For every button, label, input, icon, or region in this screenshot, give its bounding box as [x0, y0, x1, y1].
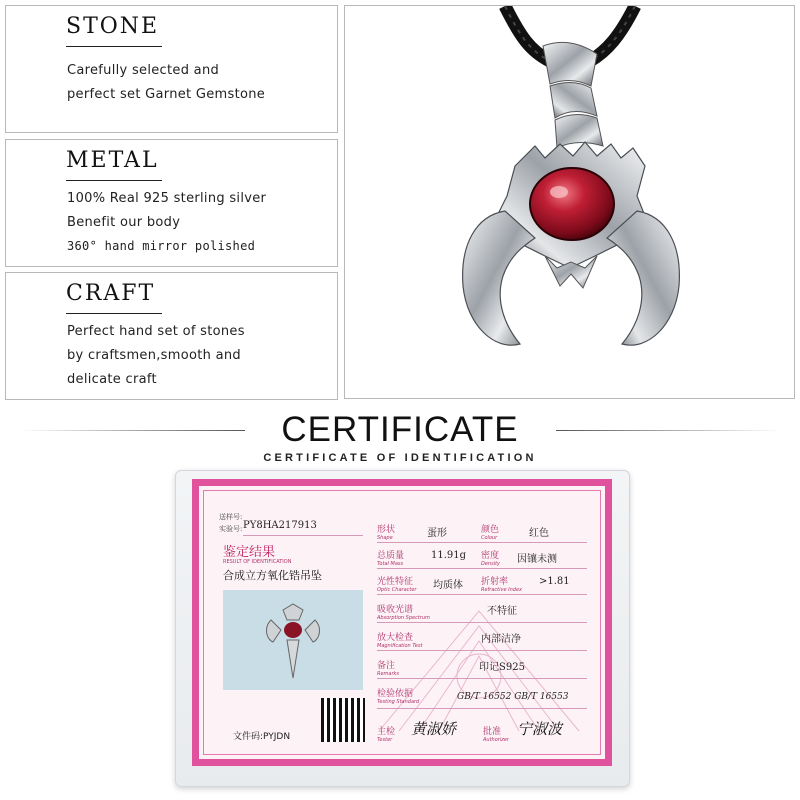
feature-line: Benefit our body [67, 215, 181, 230]
field-density-value: 因镶未测 [517, 554, 557, 565]
feature-line: Carefully selected and [67, 63, 220, 78]
rule [377, 622, 587, 623]
rule [377, 594, 587, 595]
field-standard-value: GB/T 16552 GB/T 16553 [457, 692, 569, 702]
result-title-en: RESULT OF IDENTIFICATION [223, 559, 292, 565]
field-optic-value: 均质体 [433, 580, 463, 591]
field-magnification-value: 内部洁净 [481, 634, 521, 645]
field-colour-value: 红色 [529, 528, 549, 539]
field-standard-label: 检验依据 Testing Standard [377, 689, 420, 705]
sample-no-label: 送样号: [219, 513, 243, 521]
specimen-photo [223, 590, 363, 690]
rule [377, 678, 587, 679]
cert-number: PY8HA217913 [243, 520, 317, 531]
item-name: 合成立方氧化锆吊坠 [223, 569, 322, 582]
feature-panel-craft [5, 272, 338, 400]
tester-label: 主检 Tester [377, 727, 396, 743]
file-code: 文件码:PYJDN [233, 732, 291, 742]
rule [377, 708, 587, 709]
field-shape-label: 形状 Shape [377, 525, 396, 541]
cert-no-label: 实验号: [219, 525, 243, 533]
feature-title: STONE [66, 14, 160, 39]
title-underline [66, 46, 162, 47]
feature-line: 360° hand mirror polished [67, 239, 256, 253]
feature-line: perfect set Garnet Gemstone [67, 87, 266, 102]
feature-panel-metal [5, 139, 338, 267]
result-title: 鉴定结果 [223, 545, 276, 560]
field-density-label: 密度 Density [481, 551, 501, 567]
field-absorption-value: 不特征 [487, 606, 517, 617]
authorizer-label: 批准 Authorizer [483, 727, 509, 743]
field-remarks-label: 备注 Remarks [377, 661, 400, 677]
field-optic-label: 光性特征 Optic Character [377, 577, 417, 593]
feature-line: delicate craft [67, 372, 157, 387]
feature-line: Perfect hand set of stones [67, 324, 245, 339]
rule [377, 568, 587, 569]
authorizer-signature: 宁淑波 [517, 720, 563, 738]
feature-line: by craftsmen,smooth and [67, 348, 241, 363]
rule [243, 535, 363, 536]
rule [377, 650, 587, 651]
field-remarks-value: 印记S925 [479, 662, 525, 673]
field-ri-value: >1.81 [539, 576, 570, 587]
feature-title: METAL [66, 148, 159, 173]
feature-panel-stone [5, 5, 338, 133]
qr-code [321, 698, 365, 742]
scorpion-pendant-image [345, 6, 795, 399]
identification-card [192, 479, 612, 766]
field-shape-value: 蛋形 [427, 528, 447, 539]
field-mass-value: 11.91g [431, 550, 467, 561]
rule [377, 542, 587, 543]
product-photo [344, 5, 795, 399]
feature-title: CRAFT [66, 281, 156, 306]
title-underline [66, 180, 162, 181]
field-colour-label: 颜色 Colour [481, 525, 500, 541]
field-magnification-label: 放大检查 Magnification Test [377, 633, 423, 649]
title-underline [66, 313, 162, 314]
feature-line: 100% Real 925 sterling silver [67, 191, 267, 206]
tester-signature: 黄淑娇 [411, 720, 457, 738]
certificate-title: CERTIFICATE [281, 410, 519, 449]
field-ri-label: 折射率 Refractive Index [481, 577, 523, 593]
field-absorption-label: 吸收光谱 Absorption Spectrum [377, 605, 430, 621]
field-mass-label: 总质量 Total Mass [377, 551, 405, 567]
certificate-subtitle: CERTIFICATE OF IDENTIFICATION [263, 452, 537, 464]
